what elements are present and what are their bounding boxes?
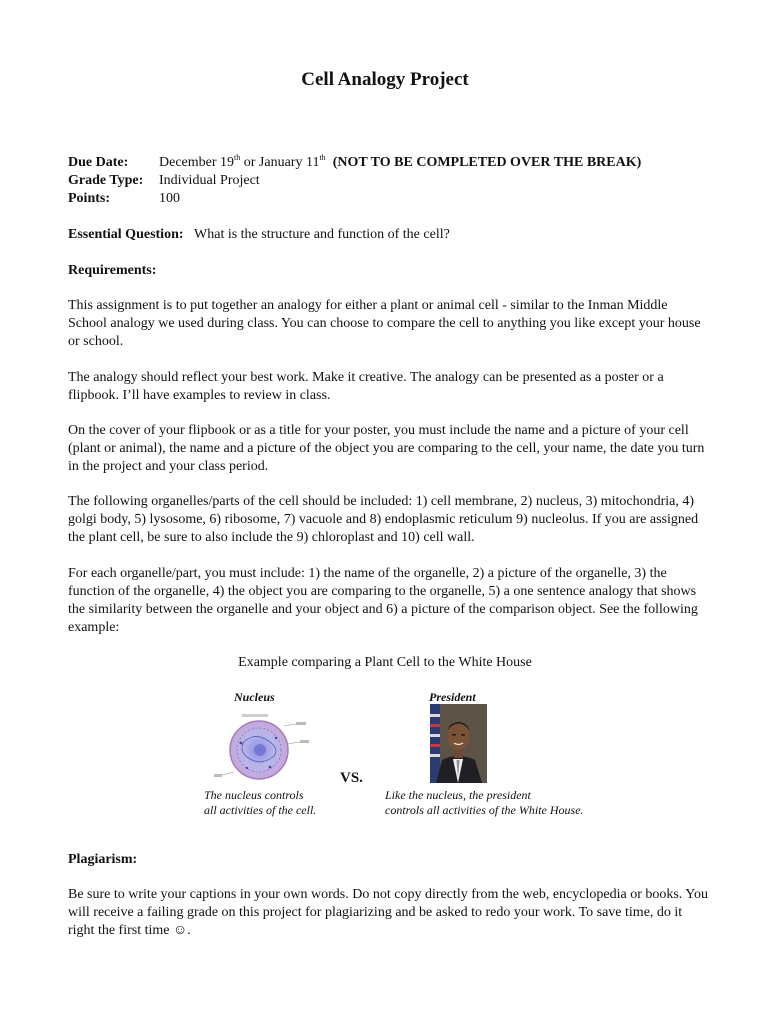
grade-type-value: Individual Project xyxy=(159,173,260,188)
example-title: Example comparing a Plant Cell to the White House xyxy=(238,655,532,670)
paragraph-each-organelle: For each organelle/part, you must include: 1) the name of the organelle, 2) a picture of the organelle, 3) the function of the organelle, 4) the object you are comparing to the organelle, 5) a one sentence analogy that shows the similarity between the organelle and your object and 6) a picture of the comparison object. See the following example: xyxy=(68,566,698,635)
versus-label: VS. xyxy=(340,770,363,786)
nucleus-image xyxy=(212,712,312,784)
due-date-value xyxy=(159,154,641,172)
essential-question xyxy=(68,226,708,244)
due-date-sup-1: th xyxy=(234,153,241,162)
paragraph-cover: On the cover of your flipbook or as a title for your poster, you must include the name and a picture of your cell (plant or animal), the name and a picture of the object you are comparing to the cell, your name, the date you turn in the project and your class period. xyxy=(68,423,705,474)
due-date-sup-2: th xyxy=(319,153,326,162)
requirements-heading: Requirements: xyxy=(68,263,157,278)
due-date-label: Due Date: xyxy=(68,155,129,170)
points-label: Points: xyxy=(68,191,110,206)
points-row xyxy=(68,190,641,208)
nucleus-label: Nucleus xyxy=(234,690,275,704)
president-label: President xyxy=(429,690,476,704)
nucleus-caption-line-2: all activities of the cell. xyxy=(204,803,317,817)
due-date-note: (NOT TO BE COMPLETED OVER THE BREAK) xyxy=(332,155,642,170)
paragraph-analogy: The analogy should reflect your best work. Make it creative. The analogy can be presented as a poster or a flipbook. I’ll have examples to review in class. xyxy=(68,370,664,403)
essential-question-label: Essential Question: xyxy=(68,227,184,242)
grade-type-row xyxy=(68,172,641,190)
president-caption-line-1: Like the nucleus, the president xyxy=(385,788,531,802)
page-title: Cell Analogy Project xyxy=(301,69,469,90)
essential-question-text: What is the structure and function of the cell? xyxy=(194,227,450,242)
nucleus-caption-line-1: The nucleus controls xyxy=(204,788,304,802)
grade-type-label: Grade Type: xyxy=(68,173,144,188)
due-date-second: or January 11 xyxy=(240,155,320,170)
president-caption xyxy=(385,788,584,818)
paragraph-organelles: The following organelles/parts of the cell should be included: 1) cell membrane, 2) nucleus, 3) mitochondria, 4) golgi body, 5) lysosome, 6) ribosome, 7) vacuole and 8) endoplasmic reticulum 9) nucleolus. If you are assigned the plant cell, be sure to also include the 9) chloroplast and 10) cell wall. xyxy=(68,494,699,545)
plagiarism-heading: Plagiarism: xyxy=(68,852,138,867)
assignment-meta xyxy=(68,154,641,208)
due-date-row xyxy=(68,154,641,172)
president-portrait-image xyxy=(430,704,487,783)
nucleus-caption xyxy=(204,788,316,818)
due-date-first: December 19 xyxy=(159,155,235,170)
paragraph-assignment: This assignment is to put together an analogy for either a plant or animal cell - similar to the Inman Middle School analogy we used during class. You can choose to compare the cell to anything you like except your house or school. xyxy=(68,298,701,349)
points-value: 100 xyxy=(159,191,180,206)
plagiarism-text: Be sure to write your captions in your own words. Do not copy directly from the web, encyclopedia or books. You will receive a failing grade on this project for plagiarizing and be asked to redo your work. To save time, do it right the first time ☺. xyxy=(68,887,708,938)
president-caption-line-2: controls all activities of the White House. xyxy=(385,803,584,817)
